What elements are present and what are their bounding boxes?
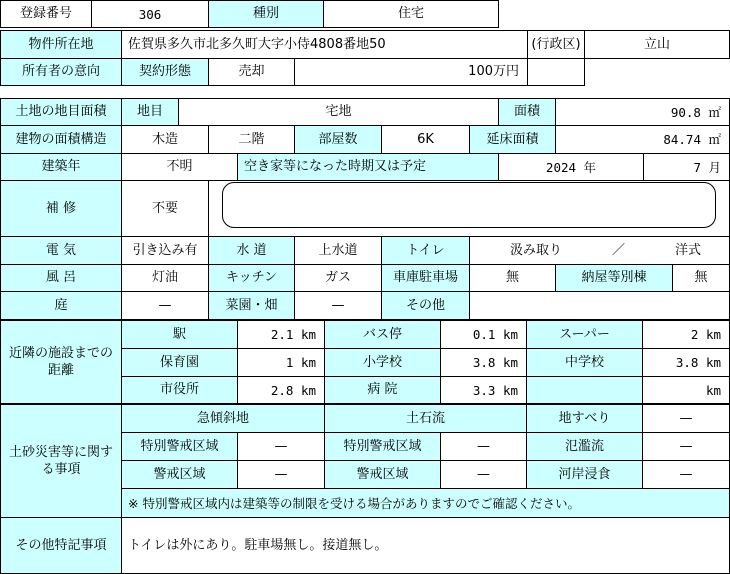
flood-value: — [642, 432, 730, 461]
blank-cell [527, 58, 585, 86]
price-value: 100万円 [294, 58, 528, 86]
vacancy-year: 2024 年 [498, 153, 644, 181]
building-floors: 二階 [208, 125, 295, 154]
steep-warning-value: — [237, 460, 325, 489]
hospital-label: 病 院 [324, 376, 441, 404]
super-label: スーパー [526, 320, 643, 349]
landslide-label: 地すべり [526, 404, 643, 433]
garden-label: 庭 [0, 291, 122, 320]
debris-warning-value: — [440, 460, 527, 489]
debris-special-label: 特別警戒区域 [324, 432, 441, 461]
steep-warning-label: 警戒区域 [121, 460, 238, 489]
repair-detail-bracket [222, 182, 716, 228]
district-value: 立山 [584, 30, 730, 59]
toilet-label: トイレ [381, 236, 470, 265]
vacancy-month: 7 月 [643, 153, 730, 181]
reg-no-label: 登録番号 [0, 0, 92, 28]
barn-value: 無 [672, 264, 730, 292]
remarks-label: その他特記事項 [0, 517, 122, 574]
cityhall-value: 2.8 km [237, 376, 325, 404]
elementary-value: 3.8 km [440, 348, 527, 377]
station-value: 2.1 km [237, 320, 325, 349]
other-value [469, 291, 730, 320]
land-area-label: 面積 [498, 98, 556, 126]
built-label: 建築年 [0, 153, 122, 181]
floor-area-value: 84.74 ㎡ [555, 125, 730, 154]
nursery-value: 1 km [237, 348, 325, 377]
blank-facility-value: km [642, 376, 730, 404]
kitchen-value: ガス [294, 264, 382, 292]
erosion-value: — [642, 460, 730, 489]
cityhall-label: 市役所 [121, 376, 238, 404]
parking-value: 無 [469, 264, 556, 292]
toilet-value [469, 236, 730, 265]
repair-value: 不要 [121, 180, 209, 237]
steep-slope-label: 急傾斜地 [121, 404, 325, 433]
rooms-value: 6K [381, 125, 470, 154]
land-category-label: 地目 [121, 98, 179, 126]
electric-value: 引き込み有 [121, 236, 209, 265]
land-category-value: 宅地 [178, 98, 499, 126]
garden-value: — [121, 291, 209, 320]
intent-label: 所有者の意向 [0, 58, 122, 86]
debris-flow-label: 土石流 [324, 404, 527, 433]
debris-warning-label: 警戒区域 [324, 460, 441, 489]
steep-special-label: 特別警戒区域 [121, 432, 238, 461]
disaster-label: 土砂災害等に関する事項 [0, 404, 122, 518]
barn-label: 納屋等別棟 [555, 264, 673, 292]
disaster-note: ※ 特別警戒区域内は建築等の制限を受ける場合がありますのでご確認ください。 [121, 488, 730, 518]
other-label: その他 [381, 291, 470, 320]
electric-label: 電 気 [0, 236, 122, 265]
building-structure: 木造 [121, 125, 209, 154]
steep-special-value: — [237, 432, 325, 461]
flood-label: 氾濫流 [526, 432, 643, 461]
district-label: (行政区) [527, 30, 585, 59]
reg-no-value: 306 [91, 0, 209, 28]
toilet-type-2: 洋式 [674, 242, 701, 258]
station-label: 駅 [121, 320, 238, 349]
landslide-value: — [642, 404, 730, 433]
hospital-value: 3.3 km [440, 376, 527, 404]
kitchen-label: キッチン [208, 264, 295, 292]
location-label: 物件所在地 [0, 30, 122, 59]
toilet-separator: ／ [611, 242, 625, 258]
location-value: 佐賀県多久市北多久町大字小侍4808番地50 [121, 30, 528, 59]
field-value: — [294, 291, 382, 320]
elementary-label: 小学校 [324, 348, 441, 377]
bath-value: 灯油 [121, 264, 209, 292]
land-label: 土地の地目面積 [0, 98, 122, 126]
floor-area-label: 延床面積 [469, 125, 556, 154]
nursery-label: 保育園 [121, 348, 238, 377]
building-label: 建物の面積構造 [0, 125, 122, 154]
super-value: 2 km [642, 320, 730, 349]
remarks-value: トイレは外にあり。駐車場無し。接道無し。 [121, 517, 730, 574]
debris-special-value: — [440, 432, 527, 461]
junior-value: 3.8 km [642, 348, 730, 377]
toilet-type-1: 汲み取り [510, 242, 563, 258]
land-area-value: 90.8 ㎡ [555, 98, 730, 126]
type-value: 住宅 [323, 0, 499, 28]
parking-label: 車庫駐車場 [381, 264, 470, 292]
repair-label: 補 修 [0, 180, 122, 237]
erosion-label: 河岸浸食 [526, 460, 643, 489]
bus-value: 0.1 km [440, 320, 527, 349]
type-label: 種別 [208, 0, 324, 28]
contract-label: 契約形態 [121, 58, 209, 86]
bus-label: バス停 [324, 320, 441, 349]
built-value: 不明 [121, 153, 238, 181]
field-label: 菜園・畑 [208, 291, 295, 320]
blank-facility-label [526, 376, 643, 404]
water-value: 上水道 [294, 236, 382, 265]
water-label: 水 道 [208, 236, 295, 265]
vacancy-label: 空き家等になった時期又は予定 [237, 153, 499, 181]
facilities-label: 近隣の施設までの距離 [0, 320, 122, 404]
junior-label: 中学校 [526, 348, 643, 377]
bath-label: 風 呂 [0, 264, 122, 292]
contract-value: 売却 [208, 58, 295, 86]
rooms-label: 部屋数 [294, 125, 382, 154]
